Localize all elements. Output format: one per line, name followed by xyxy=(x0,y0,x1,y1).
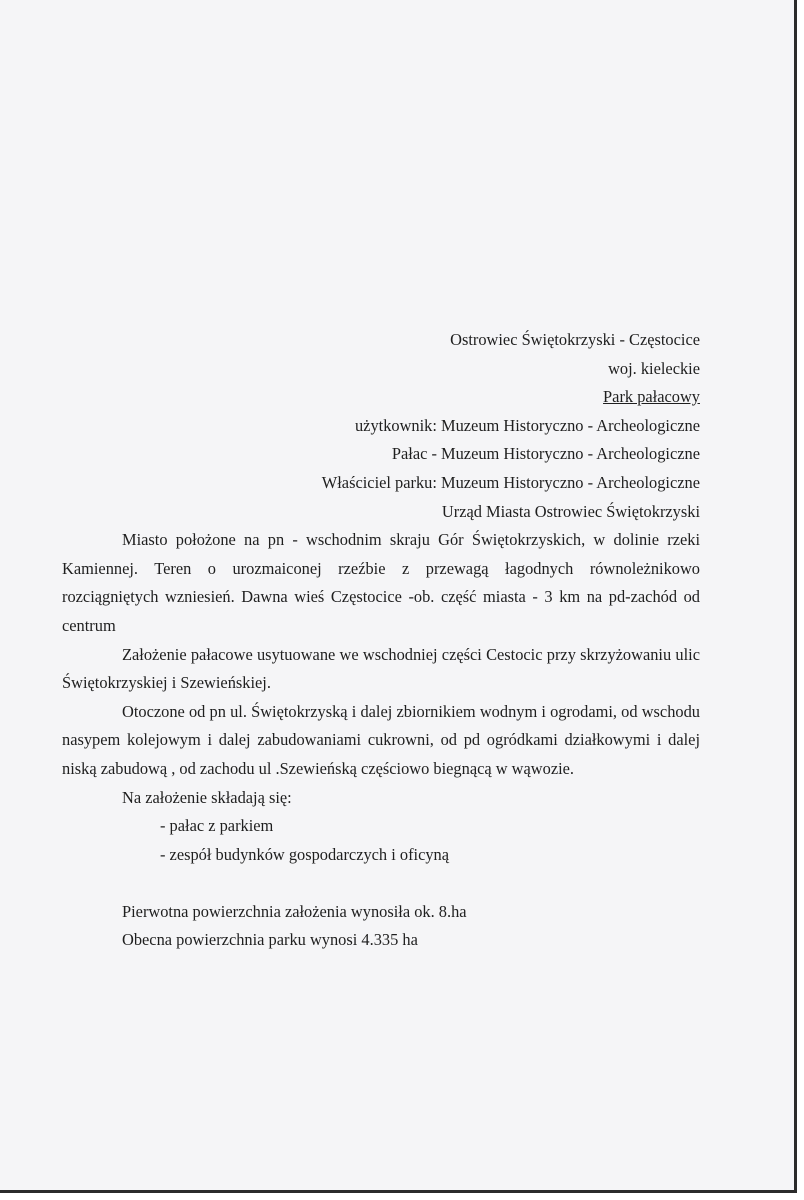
voivodeship-line: woj. kieleckie xyxy=(608,358,700,378)
composition-item: - zespół budynków gospodarczych i oficyną xyxy=(160,844,450,864)
composition-intro: Na założenie składają się: xyxy=(122,787,292,807)
area-original: Pierwotna powierzchnia założenia wynosiła ok. 8.ha xyxy=(122,901,467,921)
owner-line: Właściciel parku: Muzeum Historyczno - Archeologiczne xyxy=(321,472,700,492)
palace-line: Pałac - Muzeum Historyczno - Archeologiczne xyxy=(391,444,700,464)
user-line: użytkownik: Muzeum Historyczno - Archeologiczne xyxy=(354,415,700,435)
paragraph-surroundings: Otoczone od pn ul. Świętokrzyską i dalej zbiornikiem wodnym i ogrodami, od wschodu nasypem kolejowym i dalej zabudowaniami cukrowni, od pd ogródkami działkowymi i dalej niską zabudową , od zachodu ul .Szewieńską częściowo biegnącą w wąwozie. xyxy=(62,701,700,778)
owner2-line: Urząd Miasta Ostrowiec Świętokrzyski xyxy=(441,501,700,521)
area-current: Obecna powierzchnia parku wynosi 4.335 ha xyxy=(122,930,418,950)
spacer xyxy=(62,869,700,898)
object-line-wrap xyxy=(62,383,700,412)
location-line: Ostrowiec Świętokrzyski - Częstocice xyxy=(450,330,700,349)
object-title: Park pałacowy xyxy=(603,387,700,407)
document-text xyxy=(62,326,700,955)
paragraph-location: Miasto położone na pn - wschodnim skraju Gór Świętokrzyskich, w dolinie rzeki Kamiennej. Teren o urozmaiconej rzeźbie z przewagą łagodnych równoleżnikowo rozciągniętych wzniesień. Dawna wieś Częstocice -ob. część miasta - 3 km na pd-zachód od centrum xyxy=(62,530,700,635)
composition-item: - pałac z parkiem xyxy=(160,816,274,836)
paragraph-siting: Założenie pałacowe usytuowane we wschodniej części Cestocic przy skrzyżowaniu ulic Świętokrzyskiej i Szewieńskiej. xyxy=(62,644,700,693)
